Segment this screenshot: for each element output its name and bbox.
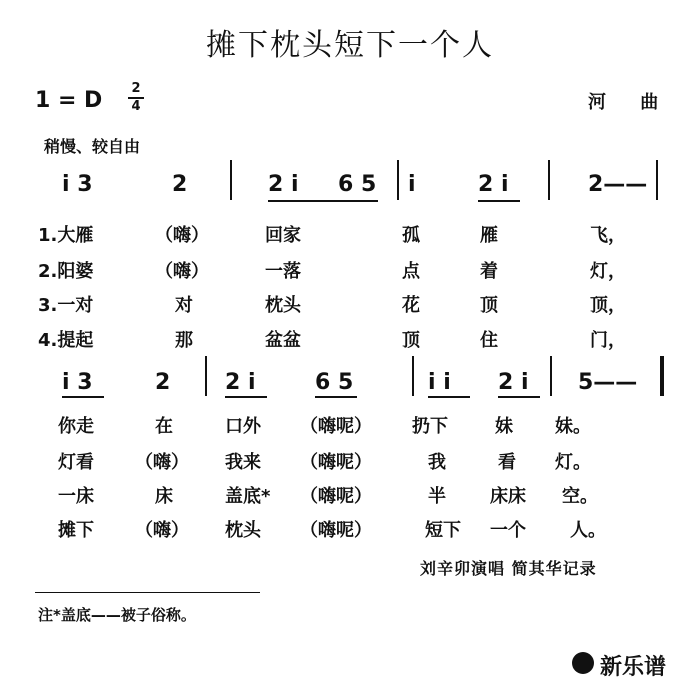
lyric-cell: 那 <box>175 330 193 351</box>
lyric-cell: 一落 <box>265 261 301 282</box>
lyric-cell: 盆盆 <box>265 330 301 351</box>
song-title: 摊下枕头短下一个人 <box>206 28 494 63</box>
footnote: 注*盖底——被子俗称。 <box>38 606 196 624</box>
note-group: i i <box>428 370 451 395</box>
lyric-cell: 花 <box>402 295 420 316</box>
note-group: 2 i <box>478 172 509 197</box>
note-group: 2 i <box>225 370 256 395</box>
lyric-cell: 3.一对 <box>38 295 94 316</box>
lyric-cell: 门， <box>590 330 626 351</box>
note-group: 5—— <box>578 370 638 395</box>
site-logo-text: 新乐谱 <box>600 655 667 680</box>
lyric-cell: 我 <box>428 452 446 473</box>
meter-bottom: 4 <box>131 99 141 114</box>
lyric-cell: 雁 <box>480 225 498 246</box>
note-group: i 3 <box>62 172 93 197</box>
time-signature <box>128 82 144 114</box>
lyric-cell: 住 <box>480 330 498 351</box>
lyric-cell: （嗨呢） <box>300 486 372 507</box>
lyric-cell: （嗨） <box>155 225 209 246</box>
lyric-cell: 一个 <box>490 520 526 541</box>
final-bar-line <box>660 356 664 396</box>
note-group: i 3 <box>62 370 93 395</box>
lyric-cell: 灯。 <box>555 452 591 473</box>
lyric-cell: 4.提起 <box>38 330 94 351</box>
lyric-cell: 盖底* <box>225 486 271 507</box>
lyric-cell: 灯， <box>590 261 626 282</box>
footnote-rule <box>35 592 260 593</box>
lyric-cell: 妹。 <box>555 416 591 437</box>
note-group: 2 <box>155 370 171 395</box>
note-group: 2—— <box>588 172 648 197</box>
lyric-cell: 扔下 <box>412 416 448 437</box>
lyric-cell: 看 <box>498 452 516 473</box>
lyric-cell: 你走 <box>58 416 94 437</box>
bar-line <box>550 356 552 396</box>
lyric-cell: （嗨） <box>135 452 189 473</box>
meter-top: 2 <box>131 81 141 96</box>
note-group: 2 <box>172 172 188 197</box>
lyric-cell: 妹 <box>495 416 513 437</box>
bar-line <box>205 356 207 396</box>
note-group: 2 i <box>498 370 529 395</box>
key-signature: 1 = D <box>35 88 103 113</box>
lyric-cell: 顶， <box>590 295 626 316</box>
lyric-cell: 我来 <box>225 452 261 473</box>
bar-line <box>412 356 414 396</box>
origin-label: 河 曲 <box>588 92 673 113</box>
lyric-cell: 飞， <box>590 225 626 246</box>
bar-line <box>230 160 232 200</box>
lyric-cell: （嗨） <box>155 261 209 282</box>
lyric-cell: 半 <box>428 486 446 507</box>
bar-line <box>397 160 399 200</box>
lyric-cell: 枕头 <box>265 295 301 316</box>
tempo-marking: 稍慢、较自由 <box>44 137 141 156</box>
lyric-cell: （嗨呢） <box>300 416 372 437</box>
lyric-cell: 床床 <box>490 486 526 507</box>
lyric-cell: （嗨） <box>135 520 189 541</box>
lyric-cell: 枕头 <box>225 520 261 541</box>
lyric-cell: 顶 <box>402 330 420 351</box>
lyric-cell: 短下 <box>425 520 461 541</box>
lyric-cell: 1.大雁 <box>38 225 94 246</box>
lyric-cell: 顶 <box>480 295 498 316</box>
lyric-cell: 着 <box>480 261 498 282</box>
note-group: 2 i <box>268 172 299 197</box>
lyric-cell: 对 <box>175 295 193 316</box>
lyric-cell: 口外 <box>225 416 261 437</box>
lyric-cell: 孤 <box>402 225 420 246</box>
lyric-cell: 摊下 <box>58 520 94 541</box>
bar-line <box>548 160 550 200</box>
record-icon <box>572 652 594 674</box>
lyric-cell: 在 <box>155 416 173 437</box>
lyric-cell: 床 <box>155 486 173 507</box>
lyric-cell: 灯看 <box>58 452 94 473</box>
lyric-cell: 人。 <box>570 520 606 541</box>
note-group: 6 5 <box>315 370 354 395</box>
lyric-cell: （嗨呢） <box>300 520 372 541</box>
note-group: i <box>408 172 416 197</box>
lyric-cell: 一床 <box>58 486 94 507</box>
lyric-cell: 2.阳婆 <box>38 261 94 282</box>
lyric-cell: （嗨呢） <box>300 452 372 473</box>
lyric-cell: 空。 <box>562 486 598 507</box>
performer-credit: 刘辛卯演唱 简其华记录 <box>420 559 597 578</box>
lyric-cell: 点 <box>402 261 420 282</box>
note-group: 6 5 <box>338 172 377 197</box>
lyric-cell: 回家 <box>265 225 301 246</box>
bar-line <box>656 160 658 200</box>
